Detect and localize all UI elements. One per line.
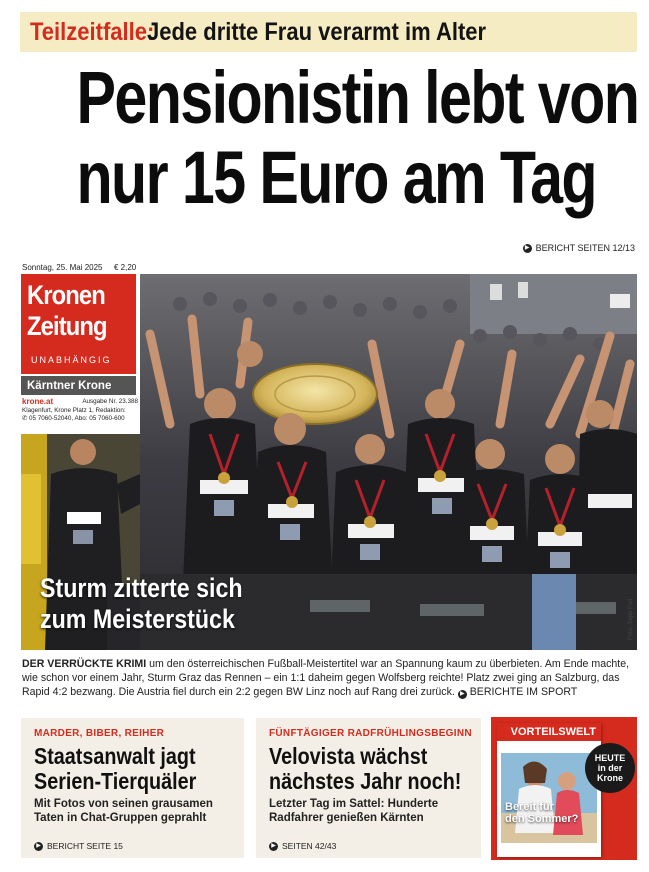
photo-caption-line-1: Sturm zitterte sich: [40, 573, 243, 603]
photo-caption-line-2: zum Meisterstück: [40, 604, 235, 634]
teaser-title: [34, 744, 223, 794]
top-teaser-banner[interactable]: [20, 12, 637, 52]
today-badge: [585, 743, 635, 793]
lead-text: um den österreichischen Fußball-Meistertitel war an Spannung kaum zu überbieten. Am Ende machte, wie schon vor einem Jahr, Sturm Graz das Rennen – ein 1:1 daheim gegen Wolfsberg reichte! Platz zwei ging an Salzburg, das Rapid 4:2 bezwang. Die Austria fiel durch ein 2:2 gegen BW Linz noch auf Rang drei zurück.: [22, 658, 630, 698]
top-teaser-kicker: Teilzeitfalle:: [30, 17, 155, 46]
lead-paragraph[interactable]: [22, 657, 636, 699]
teaser-title: [269, 744, 493, 794]
badge-line-2: in der: [597, 763, 623, 773]
imprint-block: [22, 398, 138, 424]
newspaper-logo[interactable]: [21, 274, 136, 374]
teaser-title-line-1: Staatsanwalt jagt: [34, 743, 196, 769]
arrow-right-icon: ▶: [269, 842, 278, 851]
teaser-box-velovista[interactable]: [256, 718, 481, 858]
lead-report-reference: [458, 686, 577, 698]
regional-edition-label: Kärntner Krone: [21, 376, 136, 395]
magazine-cover-photo: [501, 753, 597, 843]
top-teaser-headline: Jede dritte Frau verarmt im Alter: [147, 17, 487, 46]
arrow-right-icon: ▶: [34, 842, 43, 851]
imprint-phones: 05 7060-52040, Abo: 05 7060-600: [29, 415, 125, 422]
imprint-address: Klagenfurt, Krone Platz 1, Redaktion:: [22, 406, 126, 414]
teaser-subtitle: Letzter Tag im Sattel: Hunderte Radfahrer genießen Kärnten: [269, 798, 439, 824]
teaser-reference-text: BERICHT SEITE 15: [47, 841, 123, 851]
magazine-cover: [497, 723, 601, 857]
arrow-right-icon: ▶: [523, 244, 532, 253]
badge-line-1: HEUTE: [594, 753, 626, 763]
lead-report-reference-text: BERICHTE IM SPORT: [469, 686, 578, 698]
teaser-reference-text: SEITEN 42/43: [282, 841, 337, 851]
magazine-title: VORTEILSWELT: [497, 723, 601, 741]
logo-line-1: Kronen: [27, 280, 105, 310]
main-headline-line-1: Pensionistin lebt von: [76, 56, 639, 139]
website-link[interactable]: krone.at: [22, 397, 54, 406]
magazine-cover-text-line-1: Bereit für: [505, 801, 554, 813]
teaser-subtitle: Mit Fotos von seinen grausamen Taten in Chat-Gruppen geprahlt: [34, 798, 213, 824]
teaser-title-line-1: Velovista wächst: [269, 743, 428, 769]
teaser-reference: [34, 841, 123, 851]
main-headline[interactable]: [14, 58, 639, 218]
teaser-title-line-2: nächstes Jahr noch!: [269, 768, 462, 794]
arrow-right-icon: ▶: [458, 690, 467, 699]
badge-line-3: Krone: [596, 773, 623, 783]
photo-credit: Foto: Sepp Pail: [628, 598, 634, 640]
main-report-reference[interactable]: [523, 243, 635, 253]
vorteilswelt-promo[interactable]: [491, 717, 637, 860]
logo-line-2: Zeitung: [27, 311, 107, 341]
issue-price: € 2,20: [114, 263, 137, 272]
teaser-box-animal-cruelty[interactable]: [21, 718, 244, 858]
lead-kicker: DER VERRÜCKTE KRIMI: [22, 658, 147, 670]
issue-date: Sonntag, 25. Mai 2025: [22, 263, 103, 272]
issue-number: Ausgabe Nr. 23.388: [82, 398, 138, 405]
teaser-kicker: MARDER, BIBER, REIHER: [34, 728, 165, 739]
main-report-reference-text: BERICHT SEITEN 12/13: [535, 243, 635, 253]
logo-tagline: UNABHÄNGIG: [31, 355, 112, 365]
photo-caption: [40, 573, 276, 635]
phone-icon: ✆: [22, 415, 28, 422]
main-headline-line-2: nur 15 Euro am Tag: [76, 136, 596, 219]
magazine-cover-text: [505, 801, 578, 825]
teaser-kicker: FÜNFTÄGIGER RADFRÜHLINGSBEGINN: [269, 728, 472, 739]
teaser-reference: [269, 841, 336, 851]
teaser-title-line-2: Serien-Tierquäler: [34, 768, 197, 794]
magazine-cover-text-line-2: den Sommer?: [505, 813, 579, 825]
